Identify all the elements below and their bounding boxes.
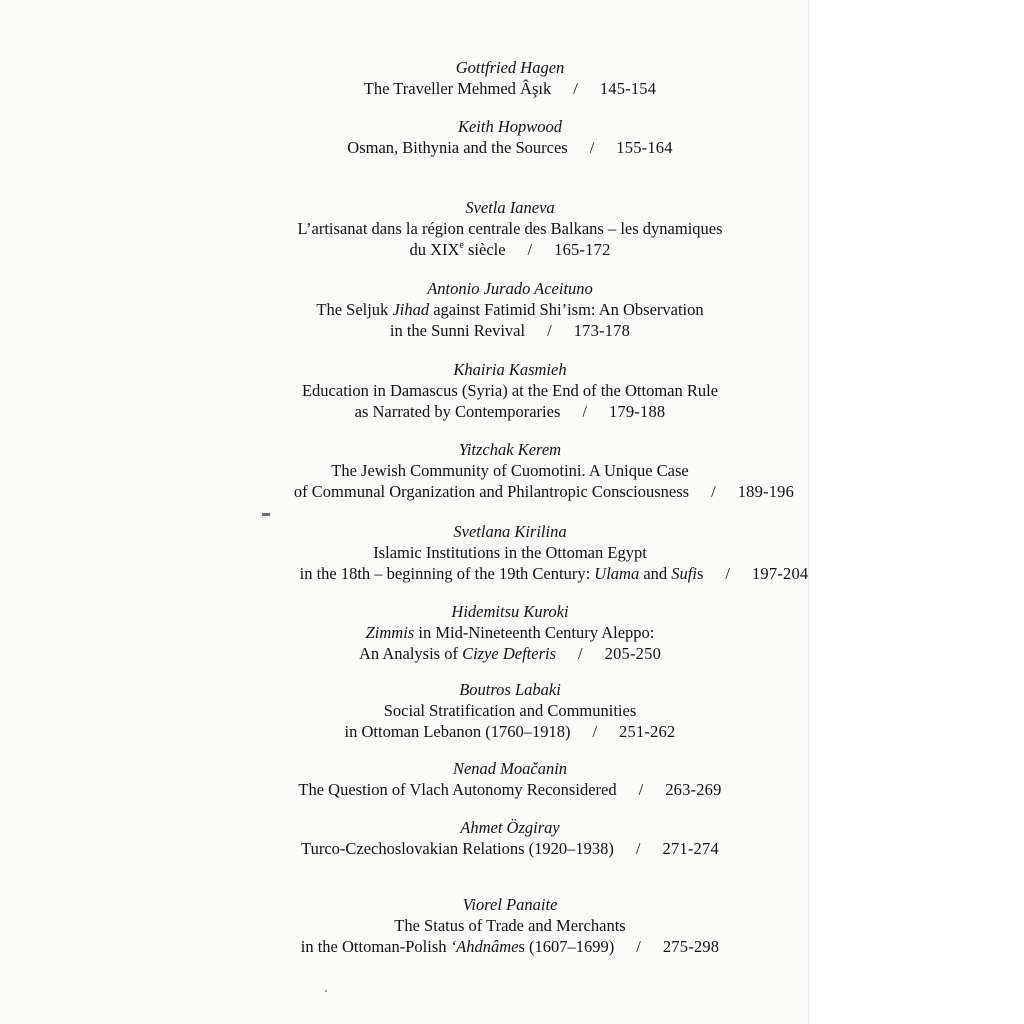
entry-title-text: siècle [463,240,506,259]
entry-title-text: The Status of Trade and Merchants [394,916,626,935]
entry-title-line [200,644,820,664]
entry-title-text: as Narrated by Contemporaries [354,402,561,421]
entry-title-text: in the Ottoman-Polish [300,937,451,956]
entry-title-line [200,402,820,422]
entry-author: Ahmet Özgiray [460,818,560,837]
entry-page-range: 263-269 [665,780,722,799]
entry-author: Nenad Moačanin [452,759,568,778]
entry-author: Yitzchak Kerem [458,440,562,459]
entry-title-italic: Sufi [671,564,697,583]
entry-title-line [200,321,820,341]
ink-speck [262,513,270,516]
entry-title-text: s (1607–1699) [518,937,615,956]
entry-title-text: in Mid-Nineteenth Century Aleppo: [414,623,655,642]
entry-title-italic: ‘Ahdnâme [450,937,519,956]
entry-title-text: in Ottoman Lebanon (1760–1918) [344,722,571,741]
entry-title-text: The Seljuk [316,300,393,319]
entry-title-line [244,564,864,584]
entry-page-range: 145-154 [599,79,657,98]
entry-author: Boutros Labaki [459,680,561,699]
entry-title-text: An Analysis of [358,644,463,663]
entry-title-line [200,839,820,859]
entry-title-text: Turco-Czechoslovakian Relations (1920–1938) [301,839,614,858]
page-separator: / [527,240,533,259]
entry-title-text: The Question of Vlach Autonomy Reconsidered [298,780,617,799]
page-separator: / [582,402,587,421]
entry-page-range: 205-250 [604,644,662,663]
entry-title-text: s [696,564,704,583]
entry-title-text: Education in Damascus (Syria) at the End of the Ottoman Rule [301,381,719,400]
entry-page-range: 179-188 [608,402,666,421]
entry-author: Gottfried Hagen [455,58,565,77]
page-edge [808,0,1024,1024]
page-separator: / [578,644,583,663]
entry-author: Antonio Jurado Aceituno [427,279,593,298]
entry-author: Viorel Panaite [462,895,558,914]
entry-title-text: Osman, Bithynia and the Sources [347,138,568,157]
entry-author: Khairia Kasmieh [453,360,567,379]
entry-page-range: 173-178 [573,321,631,340]
entry-title-line [200,780,820,800]
page-separator: / [711,482,716,501]
entry-page-range: 275-298 [662,937,720,956]
entry-title-italic: Zimmis [365,623,415,642]
entry-title-line [200,623,820,643]
entry-title-text: and [639,564,672,583]
page-separator: / [573,79,578,98]
entry-title-text: in the Sunni Revival [389,321,526,340]
entry-title-line [234,482,854,502]
entry-title-line [200,219,820,239]
entry-title-text: against Fatimid Shi’ism: An Observation [429,300,704,319]
entry-page-range: 197-204 [751,564,809,583]
entry-title-text: e [459,240,464,251]
entry-title-line [200,300,820,320]
entry-title-line [200,543,820,563]
entry-title-line [200,701,820,721]
page-separator: / [592,722,598,741]
entry-title-line [200,240,820,260]
entry-title-line [200,79,820,99]
page-separator: / [636,937,641,956]
entry-author: Keith Hopwood [457,117,563,136]
ink-speck [325,990,327,992]
entry-author: Svetlana Kirilina [453,522,567,541]
entry-title-text: in the 18th – beginning of the 19th Century: [299,564,595,583]
entry-title-text: of Communal Organization and Philantropic Consciousness [293,482,690,501]
page-separator: / [547,321,552,340]
entry-author: Hidemitsu Kuroki [451,602,569,621]
entry-page-range: 155-164 [616,138,673,157]
entry-page-range: 165-172 [554,240,611,259]
entry-page-range: 251-262 [619,722,676,741]
entry-title-italic: Cizye Defteris [462,644,557,663]
entry-title-text: The Jewish Community of Cuomotini. A Unique Case [331,461,689,480]
entry-page-range: 189-196 [737,482,795,501]
entry-title-line [200,138,820,158]
entry-title-line [200,461,820,481]
entry-title-text: du XIX [409,240,460,259]
entry-title-line [200,916,820,936]
page-separator: / [638,780,644,799]
entry-page-range: 271-274 [662,839,719,858]
page-separator: / [725,564,730,583]
page-separator: / [589,138,595,157]
page-separator: / [635,839,641,858]
entry-title-text: Social Stratification and Communities [383,701,637,720]
entry-title-line [200,722,820,742]
entry-title-italic: Jihad [392,300,430,319]
entry-title-text: The Traveller Mehmed Âşık [363,79,552,98]
entry-title-line [200,937,820,957]
entry-author: Svetla Ianeva [465,198,555,217]
entry-title-text: L’artisanat dans la région centrale des Balkans – les dynamiques [297,219,723,238]
entry-title-line [200,381,820,401]
entry-title-text: Islamic Institutions in the Ottoman Egypt [373,543,647,562]
entry-title-italic: Ulama [594,564,640,583]
